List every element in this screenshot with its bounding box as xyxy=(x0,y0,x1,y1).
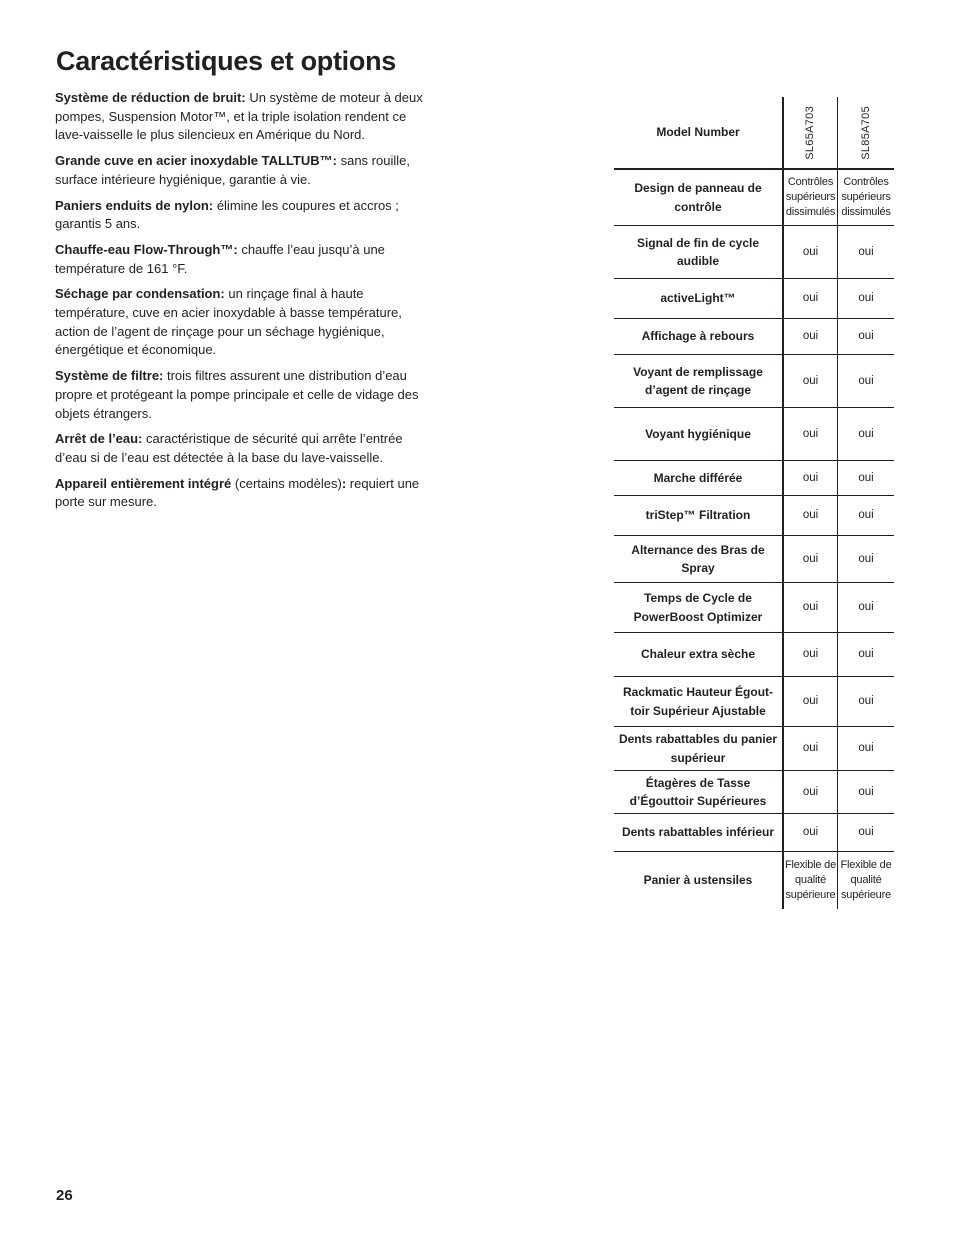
table-row xyxy=(614,461,894,496)
feature-label: Appareil entièrement intégré xyxy=(55,475,232,491)
feature-label: Séchage par condensation: xyxy=(55,286,225,302)
feature-text: requiert une porte sur mesure. xyxy=(55,475,420,510)
row-label: Panier à ustensiles xyxy=(643,873,753,888)
row-value-1: oui xyxy=(782,583,838,632)
row-value-2: Flexible de qualité supérieure xyxy=(840,859,892,901)
row-value-1: Flexible de qualité supérieure xyxy=(782,852,838,909)
row-value-1: oui xyxy=(782,536,838,582)
row-value-1: oui xyxy=(782,461,838,495)
table-header-row xyxy=(614,97,894,170)
table-row xyxy=(614,226,894,279)
feature-label: Système de réduction de bruit: xyxy=(55,90,246,105)
row-value-2: oui xyxy=(858,292,874,304)
row-value-1: oui xyxy=(782,355,838,407)
row-label: activeLight™ xyxy=(660,291,736,306)
row-value-1: oui xyxy=(782,408,838,460)
feature-label: Arrêt de l’eau: xyxy=(55,431,143,447)
model-header-2 xyxy=(838,97,894,168)
feature-label: Paniers enduits de nylon: xyxy=(55,197,214,213)
model-header-1 xyxy=(782,97,838,168)
row-value-1: Contrôles supérieurs dissimulés xyxy=(782,170,838,225)
row-value-2: oui xyxy=(858,785,874,798)
feature-text: un rinçage final à haute température, cuve en acier inoxydable à basse température, action de l’agent de rinçage pour un séchage hygiénique, énergétique et économique. xyxy=(55,286,402,358)
row-value-2: oui xyxy=(858,742,874,754)
row-value-1: oui xyxy=(782,319,838,354)
row-value-2: Contrôles supérieurs dissimulés xyxy=(841,176,891,218)
feature-paren: (certains modèles) xyxy=(231,475,342,491)
row-value-2: oui xyxy=(858,695,874,707)
table-row xyxy=(614,408,894,461)
row-value-1: oui xyxy=(782,677,838,726)
row-value-1: oui xyxy=(782,226,838,278)
table-row xyxy=(614,536,894,583)
row-value-1: oui xyxy=(782,814,838,851)
page-title: Caractéristiques et options xyxy=(56,46,396,76)
table-row xyxy=(614,355,894,408)
feature-text: caractéristique de sécurité qui arrête l’entrée d’eau si de l’eau est détectée à la base du lave-vaisselle. xyxy=(55,431,403,465)
row-value-2: oui xyxy=(858,330,874,342)
row-label: Voyant hygiénique xyxy=(645,426,751,441)
feature-text: chauffe l’eau jusqu’à une température de 161 °F. xyxy=(55,241,385,276)
table-row xyxy=(614,583,894,633)
row-label: Affichage à rebours xyxy=(641,329,755,344)
feature-label: Chauffe-eau Flow-Through™: xyxy=(55,241,238,257)
table-row xyxy=(614,727,894,771)
row-value-1: oui xyxy=(782,496,838,535)
row-label: Dents rabattables inférieur xyxy=(621,825,775,840)
row-value-2: oui xyxy=(858,648,874,660)
table-row xyxy=(614,496,894,536)
row-value-2: oui xyxy=(858,601,874,613)
row-value-2: oui xyxy=(858,245,874,258)
row-label: Rackmatic Hauteur Égout-toir Supérieur Ajustable xyxy=(622,685,774,718)
row-value-1: oui xyxy=(782,279,838,318)
row-value-1: oui xyxy=(782,727,838,770)
table-row xyxy=(614,279,894,319)
spec-table xyxy=(614,97,894,909)
row-value-2: oui xyxy=(858,509,874,521)
feature-text: élimine les coupures et accros ; garantis 5 ans. xyxy=(55,197,399,232)
feature-item xyxy=(55,285,427,360)
row-value-1: oui xyxy=(782,633,838,676)
feature-text: trois filtres assurent une distribution d’eau propre et protégeant la pompe principale et celle de vidage des objets étrangers. xyxy=(55,368,419,421)
row-label: Signal de fin de cycle audible xyxy=(636,235,760,268)
row-label: Temps de Cycle de PowerBoost Optimizer xyxy=(633,591,763,624)
row-value-2: oui xyxy=(858,471,874,484)
table-row xyxy=(614,814,894,852)
row-label: triStep™ Filtration xyxy=(645,508,751,523)
feature-text: sans rouille, surface intérieure hygiénique, garantie à vie. xyxy=(55,153,410,187)
table-row xyxy=(614,771,894,814)
row-label: Alternance des Bras de Spray xyxy=(631,542,765,575)
row-label: Dents rabattables du panier supérieur xyxy=(618,732,778,765)
feature-text: Un système de moteur à deux pompes, Suspension Motor™, et la triple isolation rendent ce lave-vaisselle le plus silencieux en Amérique du Nord. xyxy=(55,90,423,143)
feature-item xyxy=(55,89,427,145)
model-name: SL65A703 xyxy=(804,105,816,160)
row-label: Chaleur extra sèche xyxy=(640,647,756,662)
row-label: Design de panneau de contrôle xyxy=(634,181,762,214)
row-value-1: oui xyxy=(782,771,838,813)
feature-label: Système de filtre: xyxy=(55,368,164,384)
feature-item xyxy=(55,197,427,234)
feature-item xyxy=(55,241,427,278)
model-number-label: Model Number xyxy=(656,125,740,140)
row-label: Étagères de Tasse d’Égouttoir Supérieures xyxy=(629,775,767,808)
features-list xyxy=(55,89,427,519)
row-value-2: oui xyxy=(858,826,874,838)
table-row xyxy=(614,170,894,226)
model-name: SL85A705 xyxy=(859,105,872,160)
feature-item xyxy=(55,430,427,467)
row-label: Voyant de remplissage d’agent de rinçage xyxy=(633,364,763,397)
row-value-2: oui xyxy=(858,427,874,440)
feature-label: Grande cuve en acier inoxydable TALLTUB™: xyxy=(55,153,337,169)
feature-item xyxy=(55,475,427,512)
feature-item xyxy=(55,367,427,423)
feature-label-colon: : xyxy=(341,475,347,491)
table-row xyxy=(614,633,894,677)
table-row xyxy=(614,319,894,355)
page-number: 26 xyxy=(56,1187,73,1204)
row-value-2: oui xyxy=(858,552,874,565)
feature-item xyxy=(55,152,427,189)
table-row xyxy=(614,852,894,909)
row-value-2: oui xyxy=(858,374,874,387)
row-label: Marche différée xyxy=(653,470,743,485)
table-row xyxy=(614,677,894,727)
